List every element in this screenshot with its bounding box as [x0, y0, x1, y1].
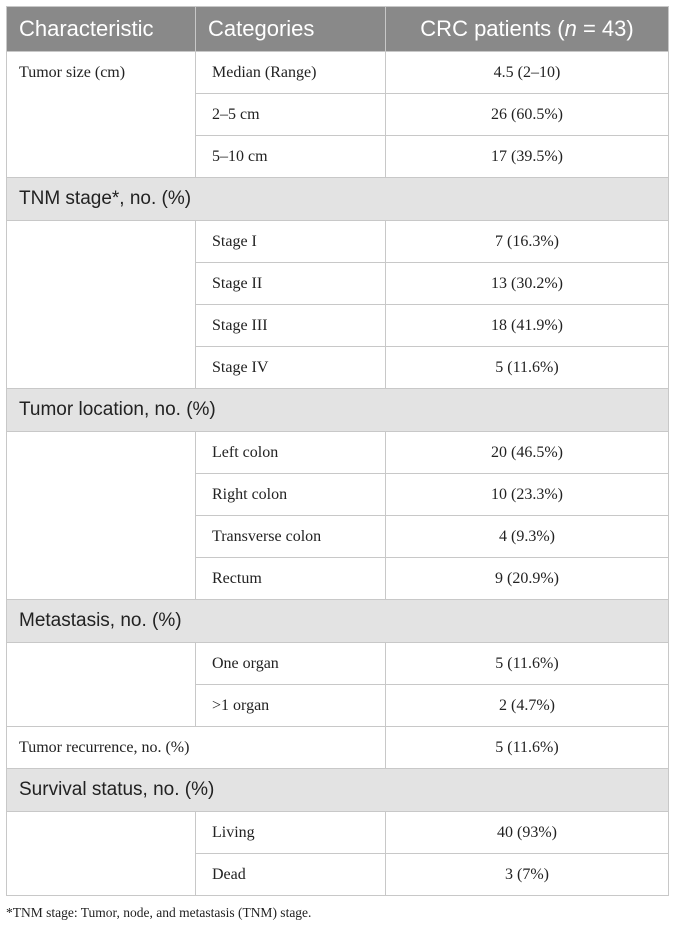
- row-value: 10 (23.3%): [386, 474, 669, 516]
- row-value: 5 (11.6%): [386, 727, 669, 769]
- row-category: Rectum: [196, 558, 386, 600]
- row-value: 18 (41.9%): [386, 305, 669, 347]
- crc-characteristics-table: [6, 6, 669, 896]
- row-value: 9 (20.9%): [386, 558, 669, 600]
- row-category: Right colon: [196, 474, 386, 516]
- section-title: Tumor location, no. (%): [7, 389, 669, 432]
- table-row: [7, 812, 669, 854]
- table-row: [7, 432, 669, 474]
- table-footnote: *TNM stage: Tumor, node, and metastasis (TNM) stage.: [6, 905, 312, 920]
- empty-cell: [7, 643, 196, 727]
- row-value: 7 (16.3%): [386, 221, 669, 263]
- row-category: Transverse colon: [196, 516, 386, 558]
- empty-cell: [7, 221, 196, 389]
- table-row: [7, 727, 669, 769]
- row-category: One organ: [196, 643, 386, 685]
- section-title: Metastasis, no. (%): [7, 600, 669, 643]
- row-value: 2 (4.7%): [386, 685, 669, 727]
- row-category: 2–5 cm: [196, 94, 386, 136]
- row-category: Dead: [196, 854, 386, 896]
- row-category: 5–10 cm: [196, 136, 386, 178]
- row-category: Median (Range): [196, 52, 386, 94]
- row-category: Living: [196, 812, 386, 854]
- section-title: TNM stage*, no. (%): [7, 178, 669, 221]
- row-value: 20 (46.5%): [386, 432, 669, 474]
- row-category: Stage III: [196, 305, 386, 347]
- row-value: 4.5 (2–10): [386, 52, 669, 94]
- table-row: [7, 643, 669, 685]
- row-category: Stage I: [196, 221, 386, 263]
- section-row-survival: [7, 769, 669, 812]
- row-category: Stage IV: [196, 347, 386, 389]
- tumor-recurrence-label: Tumor recurrence, no. (%): [7, 727, 386, 769]
- tumor-size-label: Tumor size (cm): [7, 52, 196, 178]
- row-value: 5 (11.6%): [386, 347, 669, 389]
- header-crc-patients: CRC patients (n = 43): [386, 7, 669, 52]
- row-category: >1 organ: [196, 685, 386, 727]
- header-row: [7, 7, 669, 52]
- header-categories: Categories: [196, 7, 386, 52]
- row-value: 4 (9.3%): [386, 516, 669, 558]
- empty-cell: [7, 432, 196, 600]
- section-title: Survival status, no. (%): [7, 769, 669, 812]
- row-value: 26 (60.5%): [386, 94, 669, 136]
- table-row: [7, 52, 669, 94]
- row-category: Left colon: [196, 432, 386, 474]
- section-row-tnm: [7, 178, 669, 221]
- row-category: Stage II: [196, 263, 386, 305]
- section-row-metastasis: [7, 600, 669, 643]
- row-value: 5 (11.6%): [386, 643, 669, 685]
- header-characteristic: Characteristic: [7, 7, 196, 52]
- table-row: [7, 221, 669, 263]
- row-value: 3 (7%): [386, 854, 669, 896]
- row-value: 17 (39.5%): [386, 136, 669, 178]
- row-value: 40 (93%): [386, 812, 669, 854]
- row-value: 13 (30.2%): [386, 263, 669, 305]
- empty-cell: [7, 812, 196, 896]
- section-row-location: [7, 389, 669, 432]
